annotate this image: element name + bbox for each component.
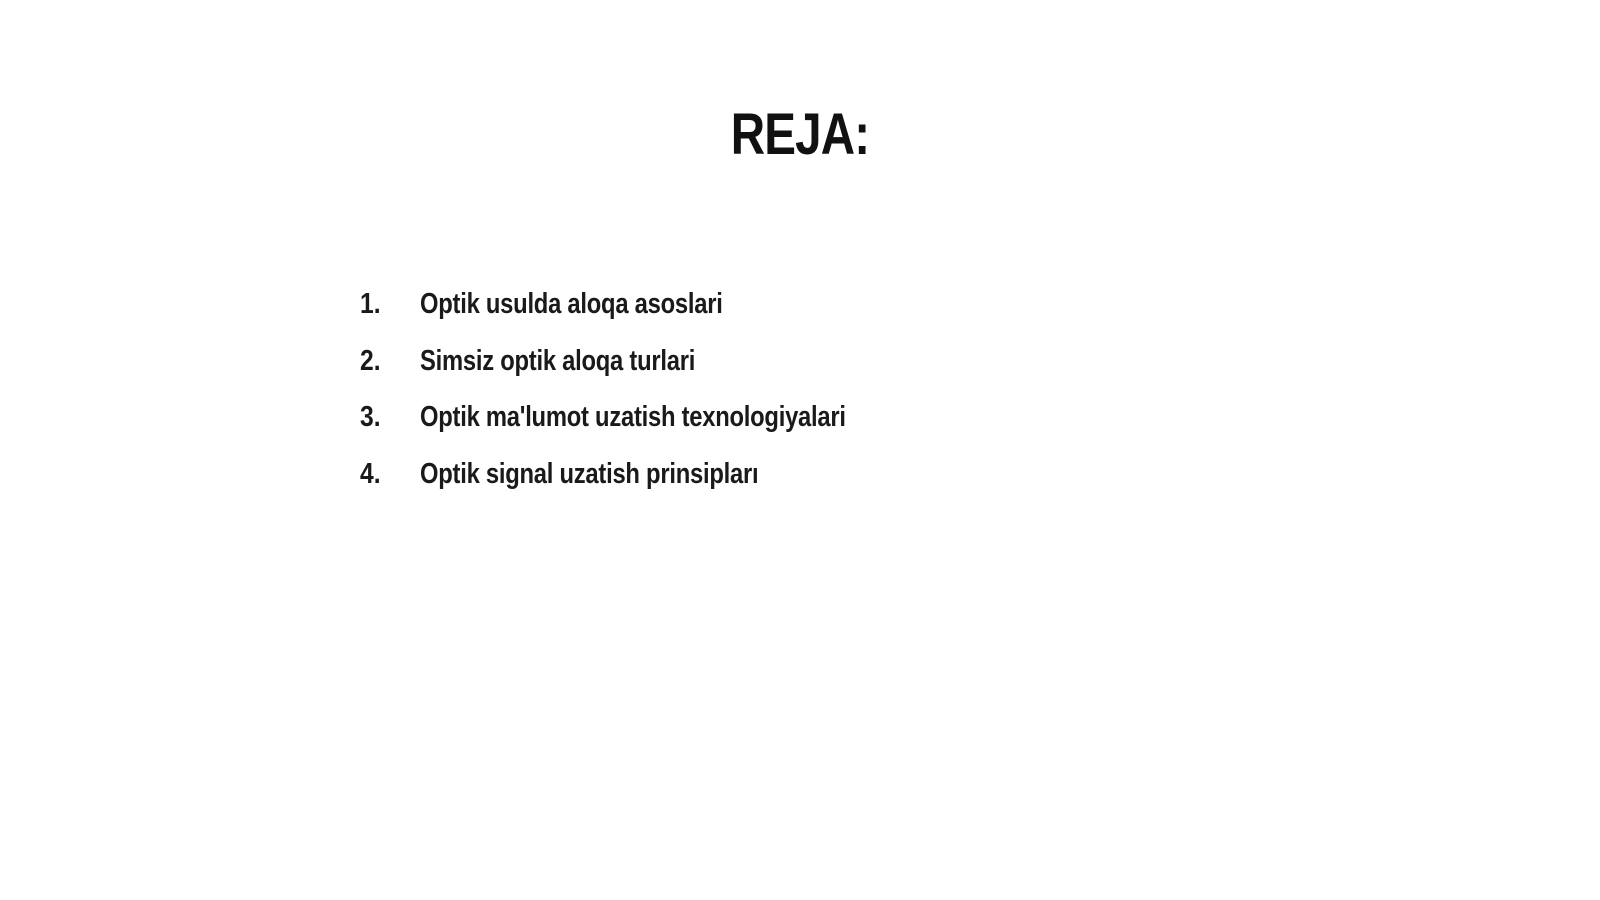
list-item-text: Optik signal uzatish prinsipları — [420, 457, 759, 490]
list-item — [360, 288, 939, 345]
list-item-text: Simsiz optik aloqa turlari — [420, 344, 696, 377]
list-item-text: Optik usulda aloqa asoslari — [420, 288, 723, 320]
plan-list — [360, 288, 939, 514]
list-item — [360, 458, 939, 515]
list-item-number: 4. — [360, 457, 381, 490]
list-item-number: 1. — [360, 288, 381, 320]
list-item-number: 3. — [360, 401, 381, 433]
list-item — [360, 401, 939, 458]
list-item-text: Optik ma'lumot uzatish texnologiyalari — [420, 401, 846, 433]
slide-title: REJA: — [730, 102, 870, 167]
list-item — [360, 345, 939, 402]
list-item-number: 2. — [360, 344, 381, 377]
